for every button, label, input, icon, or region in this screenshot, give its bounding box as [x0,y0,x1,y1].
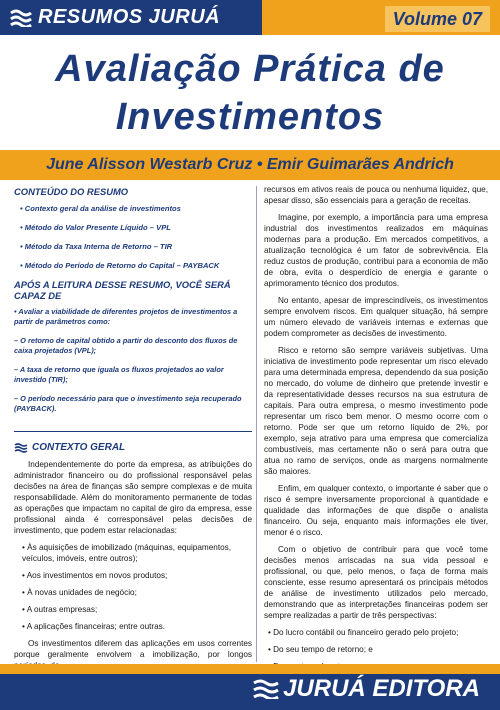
title-area [0,35,500,150]
publisher-name: JURUÁ EDITORA [283,675,480,702]
goal-item: – O retorno de capital obtido a partir do desconto dos fluxos de caixa projetados (VPL); [14,336,238,355]
goals-heading: APÓS A LEITURA DESSE RESUMO, VOCÊ SERÁ CAPAZ DE [14,279,231,301]
column-divider [256,186,257,662]
list-item: • Do seu tempo de retorno; e [268,645,373,654]
list-item: • Às aquisições de imobilizado (máquinas, equipamentos, veículos, imóveis, entre outros); [22,543,232,563]
toc-item: • Contexto geral da análise de investimentos [20,204,181,213]
list-item: • Do lucro contábil ou financeiro gerado pelo projeto; [268,628,459,637]
goal-item: – A taxa de retorno que iguala os fluxos projetados ao valor investido (TIR); [14,365,224,384]
paragraph: recursos em ativos reais de pouca ou nenhuma liquidez, que, apesar disso, são essenciais para a geração de receitas. [264,185,488,205]
paragraph: Risco e retorno são sempre variáveis subjetivas. Uma iniciativa de investimento pode representar um risco elevado para uma determinada empresa, dependendo da sua posição no mercado, do volume de dinheiro que pretende investir e da representatividade desses recursos na sua estrutura de capitais. Para outra empresa, o mesmo investimento pode representar um risco bem menor. O mesmo ocorre com o retorno. Pode ser que um retorno líquido de 2%, por exemplo, seja atrativo para uma empresa que comercializa combustíveis, mas certamente não o será para outra que atua no ramo de serviços, onde as margens normalmente são maiores. [264,346,488,476]
toc-item: • Método do Período de Retorno do Capital – PAYBACK [20,261,220,270]
authors: June Alisson Westarb Cruz • Emir Guimarães Andrich [46,156,454,173]
list-item: • Aos investimentos em novos produtos; [22,571,168,580]
list-item: • À novas unidades de negócio; [22,588,137,597]
waves-icon [14,443,28,453]
paragraph: Independentemente do porte da empresa, as atribuições do administrador financeiro ou do profissional responsável pelas decisões na área de finanças são sempre complexas e de muita responsabilidade. Além do monitoramento permanente de todas as operações que impactam no capital de giro da empresa, esse profissional ainda é corresponsável pelas decisões de investimento, que podem estar relacionadas: [14,460,252,535]
footer [0,664,500,710]
paragraph: No entanto, apesar de imprescindíveis, os investimentos sempre envolvem riscos. Em qualquer situação, há sempre um número elevado de variáveis internas e externas que podem comprometer as decisões de investimento. [264,296,488,338]
paragraph: Os investimentos diferem das aplicações em usos correntes porque geralmente envolvem a imobilização, por longos [14,639,252,659]
summary-box [14,186,252,432]
top-band [0,0,500,35]
list-item: • A aplicações financeiras; entre outras. [22,622,166,631]
waves-icon [253,679,279,699]
content-area [0,180,500,664]
page-title-line2: Investimentos [115,96,385,138]
section-title: CONTEXTO GERAL [32,442,126,453]
series-brand: RESUMOS JURUÁ [38,6,221,28]
page-title-line1: Avaliação Prática de [55,48,445,90]
paragraph: Com o objetivo de contribuir para que você tome decisões menos arriscadas na sua vida pessoal e profissional, ou que, pelo menos, o faça de forma mais consciente, esse resumo apresentará os principais métodos de análise de investimento utilizados pelo mercado, demonstrando que as interpretações financeiras podem ser sempre realizadas a partir de três perspectivas: [264,545,488,620]
authors-band [0,150,500,180]
toc-item: • Método da Taxa Interna de Retorno – TIR [20,242,173,251]
brand-banner [0,0,262,35]
goal-item: • Avaliar a viabilidade de diferentes projetos de investimentos a partir de parâmetros como: [14,307,238,326]
list-item: • A outras empresas; [22,605,98,614]
summary-heading: CONTEÚDO DO RESUMO [14,186,129,197]
paragraph: Enfim, em qualquer contexto, o importante é saber que o risco é sempre inversamente proporcional à quantidade e qualidade das informações de que dispõe o analista financeiro. Ou seja, enquanto mais informações ele tiver, menor é o risco. [264,484,488,537]
section-heading [14,442,252,453]
waves-icon [10,9,32,27]
volume-label: Volume 07 [385,6,490,32]
toc-item: • Método do Valor Presente Líquido – VPL [20,223,171,232]
publisher-logo [253,672,480,706]
left-column [14,186,252,677]
goal-item: – O período necessário para que o investimento seja recuperado (PAYBACK). [14,394,242,413]
paragraph: Imagine, por exemplo, a importância para uma empresa industrial dos investimentos realizados em máquinas modernas para a produção. Em mercados competitivos, a atualização tecnológica é um fator de sobrevivência. Ela reduz custos de produção, contribui para a economia de mão de obra, evita o desperdício de energia e garante o aprimoramento técnico dos produtos. [264,213,488,288]
right-column [264,184,488,678]
